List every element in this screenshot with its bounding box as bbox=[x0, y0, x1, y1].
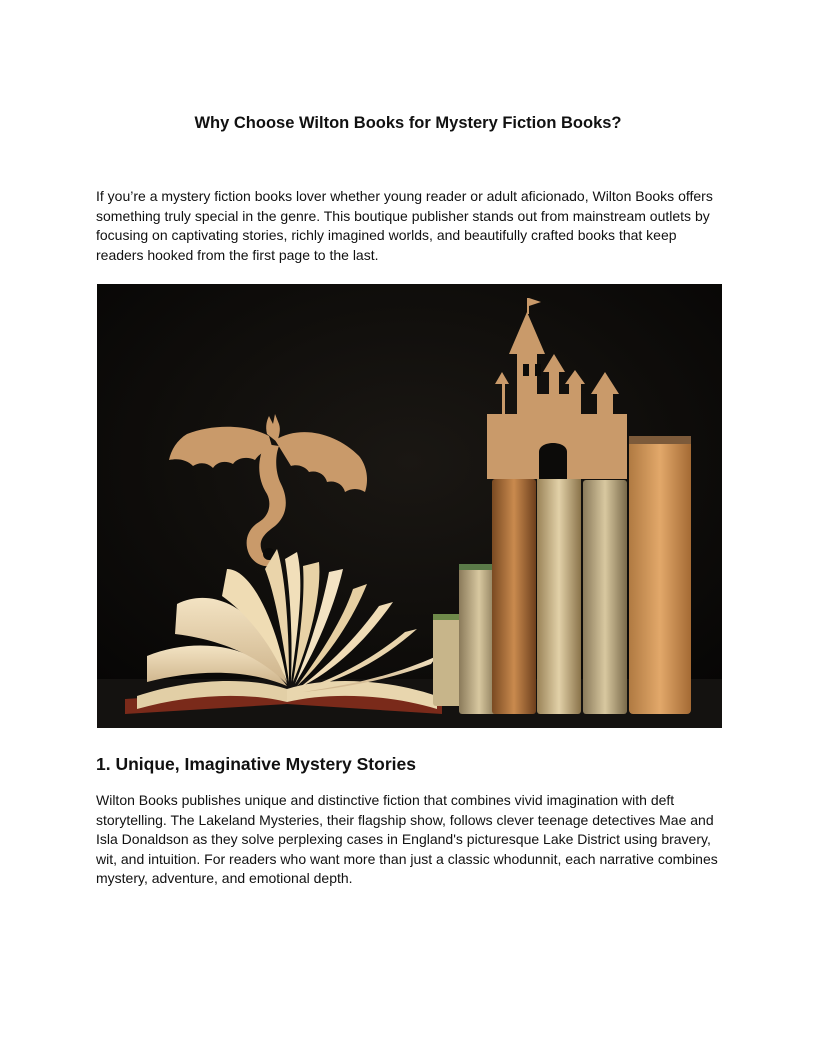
section-heading: 1. Unique, Imaginative Mystery Stories bbox=[96, 754, 416, 774]
books-dragon-castle-illustration bbox=[97, 284, 722, 728]
intro-paragraph: If you’re a mystery fiction books lover whether young reader or adult aficionado, Wilton Books offers something truly special in the genre. This boutique publisher stands out from mainstream outlets by focusing on captivating stories, richly imagined worlds, and beautifully crafted books that keep readers hooked from the first page to the last. bbox=[96, 188, 713, 263]
hero-image bbox=[97, 284, 722, 728]
section-paragraph: Wilton Books publishes unique and distinctive fiction that combines vivid imagination with deft storytelling. The Lakeland Mysteries, their flagship show, follows clever teenage detectives Mae and Isla Donaldson as they solve perplexing cases in England's picturesque Lake District using bravery, wit, and intuition. For readers who want more than just a classic whodunnit, each narrative combines mystery, adventure, and emotional depth. bbox=[96, 792, 718, 886]
page-title: Why Choose Wilton Books for Mystery Fiction Books? bbox=[194, 114, 622, 132]
